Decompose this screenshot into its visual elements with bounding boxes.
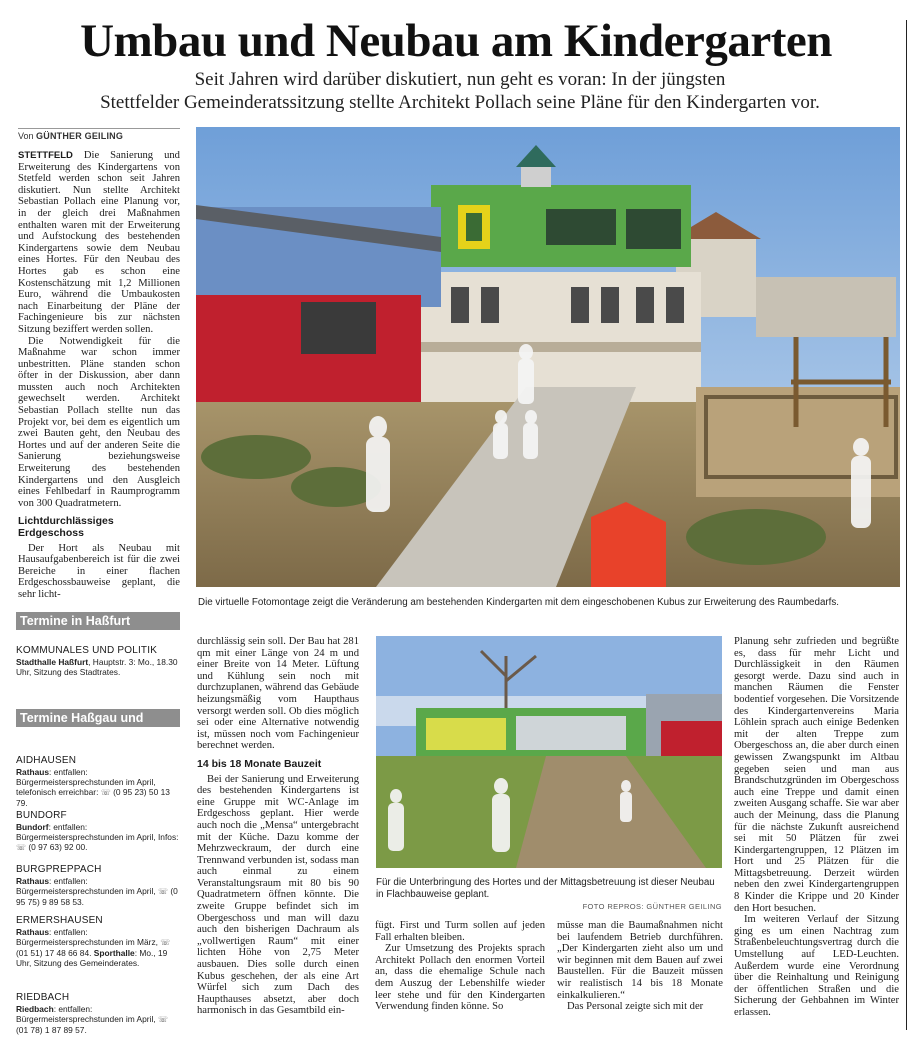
paragraph: Die Notwendigkeit für die Maßnahme war schon immer unbestritten. Pläne standen schon öfter in der Diskussion, aber dann mussten auch noch Architekten gewechselt werden. Architekt Sebastian Pollach stellte nun das Projekt vor, bei dem es eigentlich um zwei Bauten geht, den Neubau des Hortes und auf der anderen Seite die Sanierung beziehungsweise Erweiterung des bestehenden Kindergartens und den Ausgleich eines Fehlbedarf in Raumprogramm von 300 Quadratmetern. (18, 335, 180, 509)
phone-icon: ☏ (157, 887, 168, 896)
article-column-1 (18, 150, 180, 601)
column-rule (906, 20, 907, 1030)
phone-number: (0 95 75) 9 89 58 53. (16, 886, 178, 907)
section-subhead: 14 bis 18 Monate Bauzeit (197, 757, 322, 770)
paragraph: durchlässig sein soll. Der Bau hat 281 qm mit einer Länge von 24 m und einer Breite von 14 Meter. Lüftung und Kühlung sein noch mit durchzuplanen, während das Gebäude heizungsmäßig vom Haupthaus versorgt werden soll. Ob dies möglich sei oder eine Alternative notwendig ist, müssen noch vom Fachingenieur berechnet werden. (197, 636, 359, 752)
paragraph: Planung sehr zufrieden und begrüßte es, dass für mehr Licht und Durchlässigkeit in den Räumen gesorgt werde. Dazu sind auch in manchen Räumen die Fenster bodentief vorgesehen. Die Vorsitzende des Kindergartenvereins Maria Löhlein sprach auch einige Bedenken mit der alten Treppe zum Obergeschoss an, die aber durch einen gewissen Zwangspunkt im Altbau gegeben seien und man aus Brandschutzgründen im Obergeschoss auch eine Treppe und damit einen zweiten Ausgang schaffe. Sie war aber auch der Meinung, dass die Planung für die nächste Zukunft ausreichend sei mit 50 Plätzen für zwei Kindergartengruppen, 12 Plätzen im Hort und 25 Plätzen für die Mittagsbetreuung. Derzeit würden neben den zwei Kindergartengruppen 8 Kinder die Krippe und 20 Kinder den Hort besuchen. (734, 636, 899, 914)
termin-entry (16, 876, 180, 907)
termine-hassfurt-header: Termine in Haßfurt (16, 612, 180, 630)
termin-place: Stadthalle Haßfurt (16, 657, 89, 667)
termin-text: : entfallen: Bürgermeistersprechstunden im April, (16, 1004, 156, 1024)
termin-entry (16, 767, 180, 808)
main-photo (196, 127, 900, 587)
article-column-3 (375, 920, 545, 1013)
termine-bundorf (16, 810, 180, 853)
paragraph: fügt. First und Turm sollen auf jeden Fall erhalten bleiben. (375, 920, 545, 943)
termin-text: , Hauptstr. 3: Mo., 18.30 Uhr, Sitzung des Stadtrates. (16, 657, 178, 677)
photomontage-illustration (196, 127, 900, 587)
termine-hassgau-header: Termine Haßgau und (16, 709, 180, 727)
section-subhead: Lichtdurchlässiges Erdgeschoss (18, 515, 114, 539)
article-headline: Umbau und Neubau am Kindergarten (80, 15, 832, 67)
phone-icon: ☏ (160, 938, 171, 947)
termine-aidhausen (16, 755, 180, 808)
phone-number: (0 97 63) 92 00. (28, 842, 88, 852)
termin-entry (16, 657, 180, 677)
termin-text: : entfallen: Bürgermeistersprechstunden im März, (16, 927, 158, 947)
termin-place: Rathaus (16, 767, 50, 777)
town-name: BUNDORF (16, 810, 67, 821)
termin-entry (16, 1004, 180, 1035)
town-name: RIEDBACH (16, 992, 70, 1003)
termin-place: Bundorf (16, 822, 49, 832)
paragraph: Im weiteren Verlauf der Sitzung ging es um einen Nachtrag zum Straßenbeleuchtungsvertrag durch die Umstellung auf LED-Leuchten. Außerdem wurde eine Verordnung über die Reinhaltung und Reinigung der öffentlichen Straßen und die Sicherung der Gehbahnen im Winter erlassen. (734, 914, 899, 1018)
termin-entry (16, 822, 180, 853)
byline (18, 128, 180, 141)
termin-place: Riedbach (16, 1004, 54, 1014)
byline-author: GÜNTHER GEILING (36, 131, 124, 141)
termine-hassfurt-section (16, 645, 180, 677)
phone-number: (01 51) 17 48 66 84. (16, 948, 92, 958)
subhead-line: Stettfelder Gemeinderatssitzung stellte Architekt Pollach seine Pläne für den Kindergarten vor. (100, 92, 820, 113)
town-name: BURGPREPPACH (16, 864, 102, 875)
paragraph: Das Personal zeigte sich mit der (567, 1001, 704, 1013)
photo-credit: FOTO REPROS: GÜNTHER GEILING (582, 902, 722, 911)
article-subhead (40, 68, 880, 114)
hort-photo (376, 636, 722, 868)
hort-illustration (376, 636, 722, 868)
phone-icon: ☏ (100, 788, 111, 797)
phone-icon: ☏ (16, 843, 27, 852)
paragraph: Der Hort als Neubau mit Hausaufgabenbereich ist für die zwei Bereiche in einer flachen Erdgeschossbauweise geplant, die sehr licht- (18, 542, 180, 600)
paragraph (18, 150, 180, 336)
paragraph: Bei der Sanierung und Erweiterung des bestehenden Kindergartens ist eine Gruppe mit WC-Anlage im Erdgeschoss geplant. Hier werde auch noch die „Mensa“ untergebracht mit der Küche. Dazu komme der Mehrzweckraum, der durch eine Trennwand verbunden ist, sodass man auch einmal zu einem Veranstaltungsraum mit 80 bis 90 Quadratmetern öffnen könnte. Die zweite Gruppe befindet sich im Obergeschoss und man will dazu auch den bisherigen Dachraum als „vollwertigen Raum“ mit einer lichten Höhe von 2,75 Meter ausbauen. Dies solle durch einen Kubus geschehen, der als eine Art Würfel sich zum Dach des Haupthauses absetzt, aber doch harmonisch in das Gesamtbild ein- (197, 773, 359, 1017)
termin-text: : entfallen: Bürgermeistersprechstunden im April, telefonisch erreichbar: (16, 767, 156, 797)
category-label: KOMMUNALES UND POLITIK (16, 645, 158, 656)
termine-ermershausen (16, 915, 180, 968)
main-photo-caption: Die virtuelle Fotomontage zeigt die Veränderung am bestehenden Kindergarten mit dem eingeschobenen Kubus zur Erweiterung des Raumbedarfs. (198, 597, 839, 608)
paragraph: Zur Umsetzung des Projekts sprach Architekt Pollach den enormen Vorteil an, dass die ehemalige Schule nach dem Auszug der Lebenshilfe wieder leer stehe und für den Kindergarten Verwendung finden könne. So (375, 943, 545, 1013)
paragraph: müsse man die Baumaßnahmen nicht bei laufendem Betrieb durchführen. „Der Kindergarten zieht also um und wir beginnen mit dem Bauen auf zwei Baustellen. Für die Bauzeit müssen wir realistisch 14 bis 18 Monate einkalkulieren.“ (557, 920, 723, 1001)
termin-text: : entfallen: Bürgermeistersprechstunden im April, (16, 876, 156, 896)
phone-icon: ☏ (157, 1015, 168, 1024)
termine-riedbach (16, 992, 180, 1035)
caption-text: Für die Unterbringung des Hortes und der Mittagsbetreuung ist dieser Neubau in Flachbauweise geplant. (376, 877, 715, 900)
termin-place: Rathaus (16, 876, 50, 886)
town-name: AIDHAUSEN (16, 755, 77, 766)
article-column-5 (734, 636, 899, 1019)
article-column-4 (557, 920, 723, 1013)
article-column-2 (197, 636, 359, 1017)
town-name: ERMERSHAUSEN (16, 915, 103, 926)
termin-text: : entfallen: Bürgermeistersprechstunden im April, Infos: (16, 822, 179, 842)
subhead-line: Seit Jahren wird darüber diskutiert, nun geht es voran: In der jüngsten (194, 69, 726, 90)
dateline: STETTFELD (18, 150, 73, 161)
termin-text: : Mo., 19 Uhr, Sitzung des Gemeinderates. (16, 948, 168, 968)
termin-place: Rathaus (16, 927, 50, 937)
phone-number: (01 78) 1 87 89 57. (16, 1025, 87, 1035)
termin-entry (16, 927, 180, 968)
termin-place: Sporthalle (93, 948, 135, 958)
phone-number: (0 95 23) 50 13 79. (16, 787, 170, 808)
hort-photo-caption (376, 877, 722, 913)
paragraph-text: Die Sanierung und Erweiterung des Kindergartens von Stetfeld werden schon seit Jahren diskutiert. Nun stellte Architekt Sebastian Pollach eine Planung vor, in der gleich drei Maßnahmen enthalten waren mit der Erweiterung und Aufstockung des bestehenden Kindergartens sowie dem Neubau eines Hortes. Für den Neubau des Hortes gab es schon eine Kostenschätzung mit 1,2 Millionen Euro, während die Umbaukosten nach Einarbeitung der Pläne der Fachingenieure bis zur nächsten Sitzung beziffert werden sollen. (18, 150, 180, 335)
byline-prefix: Von (18, 131, 34, 141)
termine-burgpreppach (16, 864, 180, 907)
